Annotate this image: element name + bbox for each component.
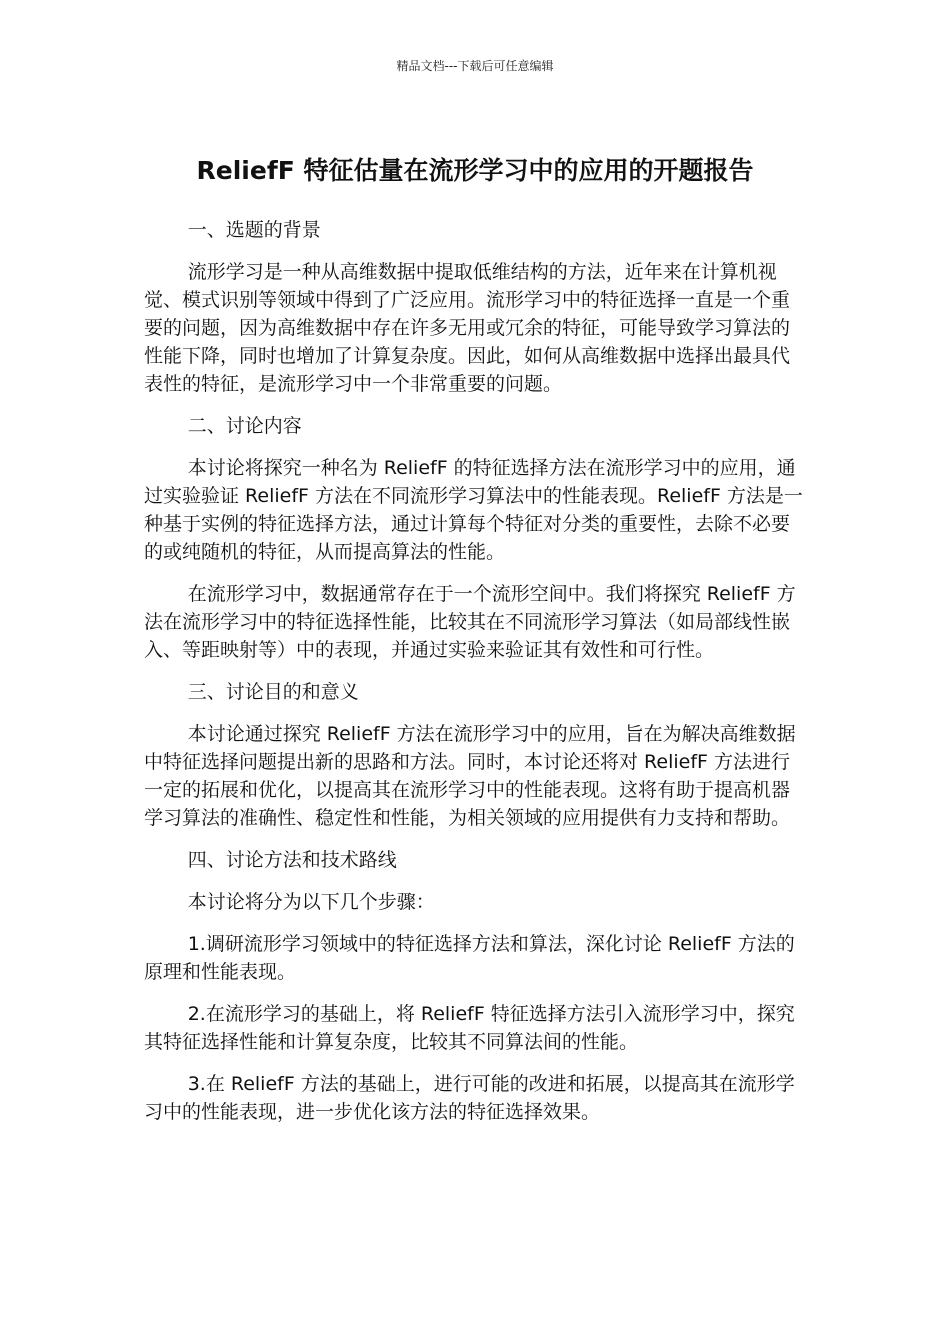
paragraph-background: 流形学习是一种从高维数据中提取低维结构的方法，近年来在计算机视觉、模式识别等领域中得到了广泛应用。流形学习中的特征选择一直是一个重要的问题，因为高维数据中存在许多无用或冗余的特征，可能导致学习算法的性能下降，同时也增加了计算复杂度。因此，如何从高维数据中选择出最具代表性的特征，是流形学习中一个非常重要的问题。 [144,261,791,395]
paragraph-methods-intro: 本讨论将分为以下几个步骤： [187,891,435,913]
method-step-1: 1.调研流形学习领域中的特征选择方法和算法，深化讨论 ReliefF 方法的原理和性能表现。 [144,933,795,983]
header-note: 精品文档---下载后可任意编辑 [396,59,554,73]
paragraph-content-1: 本讨论将探究一种名为 ReliefF 的特征选择方法在流形学习中的应用，通过实验验证 ReliefF 方法在不同流形学习算法中的性能表现。ReliefF 方法是一种基于实例的特征选择方法，通过计算每个特征对分类的重要性，去除不必要的或纯随机的特征，从而提高算法的性能。 [144,457,803,563]
paragraph-content-2: 在流形学习中，数据通常存在于一个流形空间中。我们将探究 ReliefF 方法在流形学习中的特征选择性能，比较其在不同流形学习算法（如局部线性嵌入、等距映射等）中的表现，并通过实验来验证其有效性和可行性。 [144,583,796,661]
paragraph-purpose: 本讨论通过探究 ReliefF 方法在流形学习中的应用，旨在为解决高维数据中特征选择问题提出新的思路和方法。同时，本讨论还将对 ReliefF 方法进行一定的拓展和优化，以提高其在流形学习中的性能表现。这将有助于提高机器学习算法的准确性、稳定性和性能，为相关领域的应用提供有力支持和帮助。 [144,723,796,829]
method-step-3: 3.在 ReliefF 方法的基础上，进行可能的改进和拓展，以提高其在流形学习中的性能表现，进一步优化该方法的特征选择效果。 [144,1073,795,1123]
section-heading-purpose: 三、讨论目的和意义 [187,681,359,703]
document-body [144,216,804,1140]
method-step-2: 2.在流形学习的基础上，将 ReliefF 特征选择方法引入流形学习中，探究其特征选择性能和计算复杂度，比较其不同算法间的性能。 [144,1003,795,1053]
section-heading-background: 一、选题的背景 [187,219,321,241]
section-heading-content: 二、讨论内容 [187,415,302,437]
document-title: ReliefF 特征估量在流形学习中的应用的开题报告 [196,155,754,185]
section-heading-methods: 四、讨论方法和技术路线 [187,849,397,871]
